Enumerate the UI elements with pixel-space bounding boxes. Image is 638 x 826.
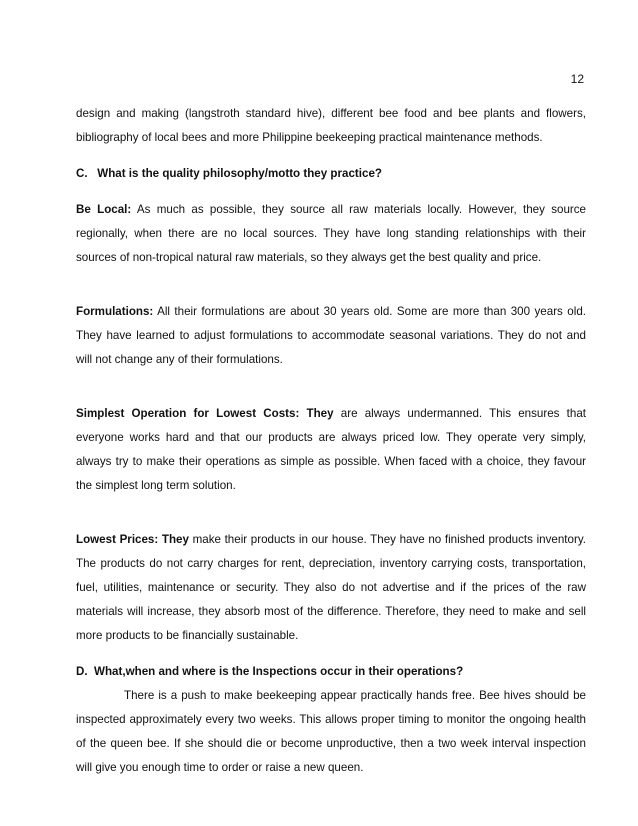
- section-c-heading: C. What is the quality philosophy/motto they practice?: [76, 167, 382, 180]
- be-local-lead: Be Local:: [76, 203, 132, 216]
- page-number: 12: [570, 72, 584, 86]
- lowest-prices-lead: Lowest Prices: They: [76, 533, 189, 546]
- lowest-prices-text: make their products in our house. They have no finished products inventory. The products do not carry charges for rent, depreciation, inventory carrying costs, transportation, fuel, utilities, maintenance or security. They also do not advertise and if the prices of the raw materials will increase, they absorb most of the difference. Therefore, they need to make and sell more products to be financially sustainable.: [76, 533, 586, 642]
- page-body: [76, 102, 586, 780]
- section-d-heading: D. What,when and where is the Inspections occur in their operations?: [76, 665, 464, 678]
- be-local-text: As much as possible, they source all raw materials locally. However, they source regionally, when there are no local sources. They have long standing relationships with their sources of non-tropical natural raw materials, so they always get the best quality and price.: [76, 203, 586, 264]
- formulations-paragraph: [76, 300, 586, 372]
- formulations-text: All their formulations are about 30 years old. Some are more than 300 years old. They have learned to adjust formulations to accommodate seasonal variations. They do not and will not change any of their formulations.: [76, 305, 586, 366]
- simplest-operation-text: are always undermanned. This ensures that everyone works hard and that our products are always priced low. They operate very simply, always try to make their operations as simple as possible. When faced with a choice, they favour the simplest long term solution.: [76, 407, 586, 492]
- simplest-operation-lead: Simplest Operation for Lowest Costs: They: [76, 407, 334, 420]
- simplest-operation-paragraph: [76, 402, 586, 498]
- formulations-lead: Formulations:: [76, 305, 154, 318]
- lowest-prices-paragraph: [76, 528, 586, 648]
- be-local-paragraph: [76, 198, 586, 270]
- inspections-paragraph: There is a push to make beekeeping appear practically hands free. Bee hives should be inspected approximately every two weeks. This allows proper timing to monitor the ongoing health of the queen bee. If she should die or become unproductive, then a two week interval inspection will give you enough time to order or raise a new queen.: [76, 689, 586, 774]
- intro-paragraph: design and making (langstroth standard hive), different bee food and bee plants and flowers, bibliography of local bees and more Philippine beekeeping practical maintenance methods.: [76, 107, 586, 144]
